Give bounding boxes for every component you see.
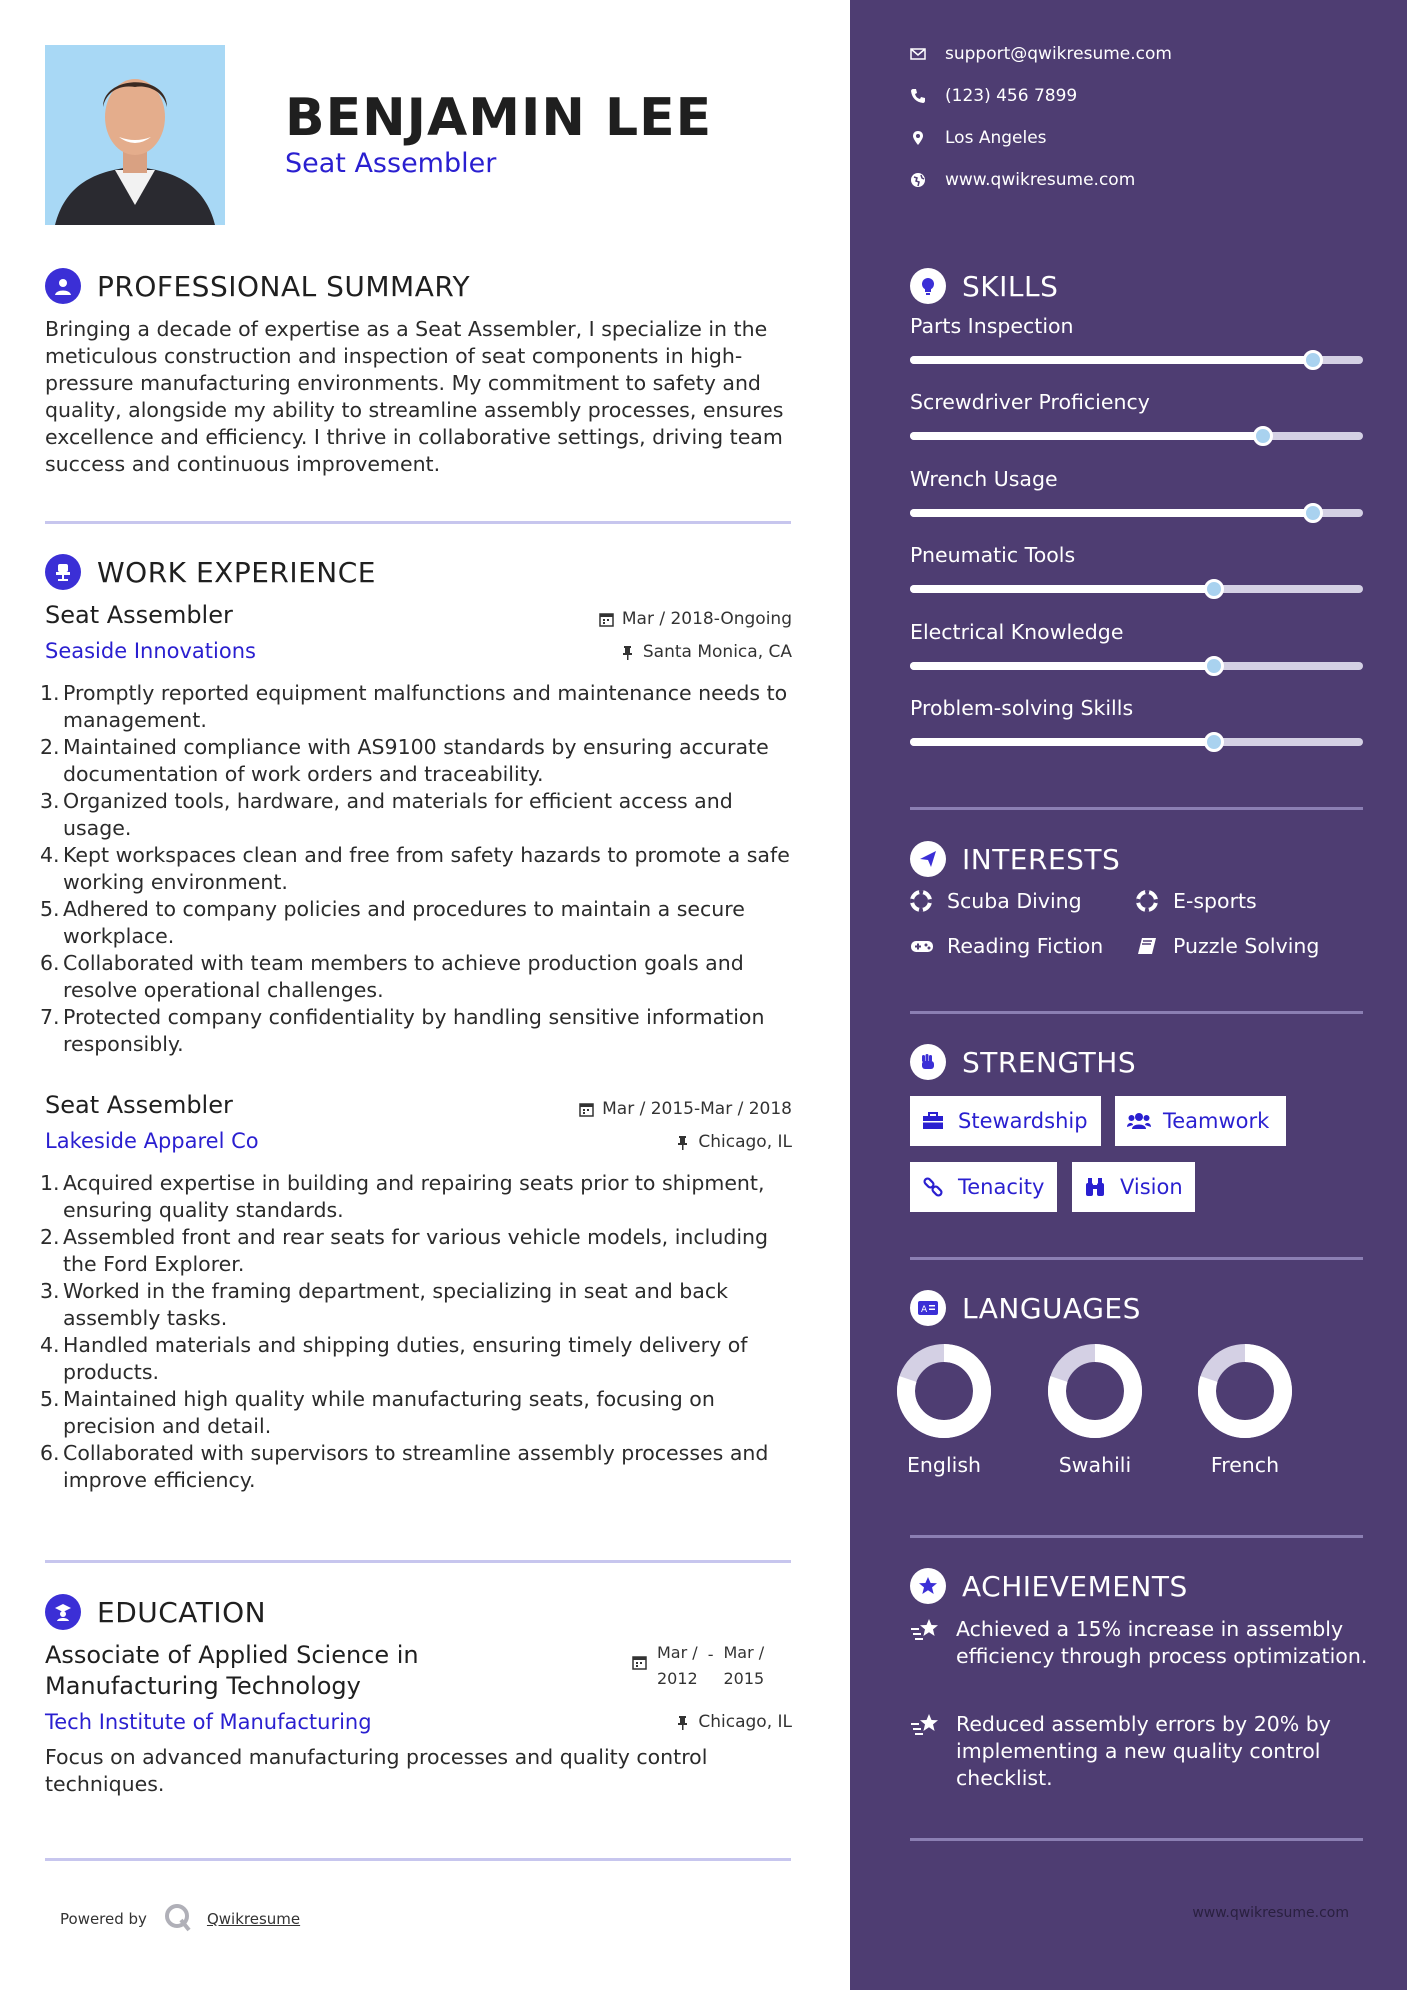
language-ring — [1047, 1343, 1143, 1439]
powered-by-label: Powered by — [60, 1910, 147, 1928]
job-bullet — [40, 788, 800, 842]
job-location-text: Chicago, IL — [698, 1132, 792, 1152]
qwikresume-logo-icon — [163, 1902, 193, 1936]
qwikresume-link[interactable]: Qwikresume — [206, 1910, 301, 1928]
bullet-number: 2. — [40, 1225, 60, 1249]
svg-text:A: A — [921, 1305, 928, 1315]
strengths-title: STRENGTHS — [962, 1045, 1137, 1079]
pin-icon — [675, 1135, 690, 1150]
job-bullet — [40, 1386, 800, 1440]
skill-bar-fill — [910, 356, 1313, 364]
job-bullets — [40, 1170, 800, 1494]
interest-label: Puzzle Solving — [1173, 934, 1320, 958]
job-bullet — [40, 680, 800, 734]
calendar-icon — [632, 1640, 647, 1692]
bullet-number: 3. — [40, 1279, 60, 1303]
date-dash: - — [707, 1645, 714, 1664]
education-title: EDUCATION — [97, 1595, 267, 1629]
education-description: Focus on advanced manufacturing processes and quality control techniques. — [45, 1745, 708, 1796]
skill-bar-fill — [910, 662, 1214, 670]
life-ring-icon — [910, 891, 934, 911]
job-bullet — [40, 1224, 800, 1278]
skill-bar — [910, 585, 1363, 593]
education-location — [675, 1712, 792, 1732]
work-heading — [45, 554, 376, 590]
job-bullet — [40, 734, 800, 788]
sidebar — [850, 0, 1407, 1990]
user-icon — [45, 268, 81, 304]
bullet-number: 2. — [40, 735, 60, 759]
skill-bar — [910, 662, 1363, 670]
job-bullet — [40, 1440, 800, 1494]
interest-item — [1136, 934, 1319, 958]
divider — [910, 807, 1363, 810]
job-company: Seaside Innovations — [45, 639, 256, 663]
divider — [45, 521, 791, 524]
shooting-star-icon — [910, 1711, 942, 1739]
education-end — [724, 1640, 765, 1692]
skill-label: Electrical Knowledge — [910, 620, 1124, 644]
work-title: WORK EXPERIENCE — [97, 555, 376, 589]
book-icon — [1136, 936, 1160, 956]
divider — [910, 1838, 1363, 1841]
job-location-text: Santa Monica, CA — [642, 642, 792, 662]
users-icon — [1127, 1111, 1151, 1131]
strength-label: Stewardship — [958, 1109, 1088, 1133]
profile-photo — [45, 45, 225, 225]
contact-email-text: support@qwikresume.com — [945, 44, 1172, 64]
paper-plane-icon — [910, 841, 946, 877]
skill-bar — [910, 356, 1363, 364]
divider — [910, 1011, 1363, 1014]
job-bullets — [40, 680, 800, 1058]
contact-phone[interactable] — [910, 86, 1077, 106]
education-end-month: Mar / — [723, 1643, 765, 1662]
language-ring — [1197, 1343, 1293, 1439]
achievement-text: Reduced assembly errors by 20% by implementing a new quality control checklist. — [956, 1712, 1331, 1790]
summary-text: Bringing a decade of expertise as a Seat Assembler, I specialize in the meticulous construction and inspection of seat components in high-pressure manufacturing environments. My commitment to safety and quality, alongside my ability to streamline assembly processes, ensures excellence and efficiency. I thrive in collaborative settings, driving team success and continuous improvement. — [45, 317, 784, 476]
interest-label: Reading Fiction — [947, 934, 1104, 958]
map-marker-icon — [910, 130, 926, 146]
job-dates-text: Mar / 2018-Ongoing — [621, 609, 792, 629]
fist-icon — [910, 1044, 946, 1080]
link-icon — [922, 1177, 946, 1197]
job-bullet — [40, 842, 800, 896]
bullet-number: 5. — [40, 1387, 60, 1411]
contact-website[interactable] — [910, 170, 1135, 190]
contact-location — [910, 128, 1047, 148]
interest-label: E-sports — [1173, 889, 1257, 913]
footer-website[interactable]: www.qwikresume.com — [1192, 1905, 1349, 1921]
contact-website-text: www.qwikresume.com — [945, 170, 1136, 190]
language-ring — [896, 1343, 992, 1439]
job-bullet — [40, 896, 800, 950]
strength-label: Vision — [1120, 1175, 1183, 1199]
envelope-icon — [910, 46, 926, 62]
interest-label: Scuba Diving — [947, 889, 1082, 913]
job-location — [620, 642, 792, 662]
bullet-number: 6. — [40, 1441, 60, 1465]
skill-bar-fill — [910, 585, 1214, 593]
skill-item — [910, 620, 1363, 644]
strength-tag — [910, 1162, 1057, 1212]
skill-bar-fill — [910, 738, 1214, 746]
divider — [910, 1257, 1363, 1260]
contact-location-text: Los Angeles — [945, 128, 1047, 148]
divider — [45, 1560, 791, 1563]
job-title: Seat Assembler — [45, 1091, 233, 1119]
chair-icon — [45, 554, 81, 590]
skill-bar-handle — [1204, 579, 1224, 599]
skill-item — [910, 467, 1363, 491]
phone-icon — [910, 88, 926, 104]
briefcase-icon — [922, 1111, 946, 1131]
life-ring-icon — [1136, 891, 1160, 911]
lightbulb-icon — [910, 268, 946, 304]
job-bullet — [40, 1170, 800, 1224]
binoculars-icon — [1084, 1177, 1108, 1197]
skill-item — [910, 390, 1363, 414]
skill-label: Problem-solving Skills — [910, 696, 1134, 720]
skill-bar-fill — [910, 509, 1313, 517]
bullet-text: Collaborated with team members to achieve production goals and resolve operational challenges. — [63, 951, 744, 1002]
interest-item — [910, 889, 1082, 913]
shooting-star-icon — [910, 1616, 942, 1644]
footer-powered-by — [60, 1902, 300, 1936]
calendar-icon — [579, 1102, 594, 1117]
bullet-number: 1. — [40, 681, 60, 705]
interests-title: INTERESTS — [962, 842, 1121, 876]
skills-heading — [910, 268, 1058, 304]
strength-tag — [1072, 1162, 1195, 1212]
bullet-text: Acquired expertise in building and repairing seats prior to shipment, ensuring quality standards. — [63, 1171, 765, 1222]
language-item — [874, 1343, 1014, 1477]
achievement-item — [910, 1616, 1370, 1670]
contact-email[interactable] — [910, 44, 1172, 64]
skill-label: Pneumatic Tools — [910, 543, 1076, 567]
strength-tag — [1115, 1096, 1286, 1146]
skill-label: Wrench Usage — [910, 467, 1058, 491]
bullet-number: 4. — [40, 1333, 60, 1357]
candidate-role: Seat Assembler — [285, 148, 497, 179]
skill-bar-handle — [1303, 503, 1323, 523]
job-bullet — [40, 1004, 800, 1058]
bullet-text: Kept workspaces clean and free from safety hazards to promote a safe working environment. — [63, 843, 790, 894]
bullet-text: Handled materials and shipping duties, ensuring timely delivery of products. — [63, 1333, 748, 1384]
summary-heading — [45, 268, 470, 304]
strength-label: Teamwork — [1163, 1109, 1270, 1133]
bullet-text: Maintained high quality while manufacturing seats, focusing on precision and detail. — [63, 1387, 715, 1438]
languages-heading — [910, 1290, 1141, 1326]
skill-bar — [910, 509, 1363, 517]
education-heading — [45, 1594, 266, 1630]
skill-bar-handle — [1253, 426, 1273, 446]
interests-heading — [910, 841, 1120, 877]
bullet-number: 3. — [40, 789, 60, 813]
bullet-text: Worked in the framing department, specializing in seat and back assembly tasks. — [63, 1279, 729, 1330]
gamepad-icon — [910, 936, 934, 956]
interest-item — [910, 934, 1103, 958]
language-item — [1175, 1343, 1315, 1477]
bullet-number: 1. — [40, 1171, 60, 1195]
education-degree: Associate of Applied Science in Manufacturing Technology — [45, 1641, 419, 1700]
language-label: English — [906, 1453, 982, 1477]
achievement-text: Achieved a 15% increase in assembly efficiency through process optimization. — [956, 1617, 1368, 1668]
bullet-number: 4. — [40, 843, 60, 867]
bullet-text: Adhered to company policies and procedures to maintain a secure workplace. — [63, 897, 745, 948]
strengths-heading — [910, 1044, 1136, 1080]
bullet-number: 5. — [40, 897, 60, 921]
skill-label: Screwdriver Proficiency — [910, 390, 1150, 414]
divider — [45, 1858, 791, 1861]
achievements-title: ACHIEVEMENTS — [962, 1569, 1188, 1603]
language-icon — [910, 1290, 946, 1326]
bullet-text: Organized tools, hardware, and materials for efficient access and usage. — [63, 789, 733, 840]
skill-bar — [910, 738, 1363, 746]
skill-bar-handle — [1204, 656, 1224, 676]
skill-bar-handle — [1204, 732, 1224, 752]
language-label: French — [1210, 1453, 1280, 1477]
divider — [910, 1535, 1363, 1538]
achievements-heading — [910, 1568, 1188, 1604]
education-end-year: 2015 — [723, 1669, 765, 1688]
skill-bar-handle — [1303, 350, 1323, 370]
education-location-text: Chicago, IL — [698, 1712, 792, 1732]
skill-label: Parts Inspection — [910, 314, 1074, 338]
job-company: Lakeside Apparel Co — [45, 1129, 259, 1153]
job-dates — [579, 1099, 792, 1119]
education-school: Tech Institute of Manufacturing — [45, 1710, 372, 1734]
education-start-month: Mar / — [657, 1643, 698, 1662]
language-item — [1025, 1343, 1165, 1477]
job-bullet — [40, 1278, 800, 1332]
skill-bar-fill — [910, 432, 1263, 440]
bullet-text: Assembled front and rear seats for various vehicle models, including the Ford Explorer. — [63, 1225, 769, 1276]
education-dates — [632, 1640, 764, 1692]
job-location — [675, 1132, 792, 1152]
pin-icon — [675, 1715, 690, 1730]
calendar-icon — [599, 612, 614, 627]
bullet-text: Collaborated with supervisors to streamline assembly processes and improve efficiency. — [63, 1441, 769, 1492]
skill-bar — [910, 432, 1363, 440]
pin-icon — [620, 645, 635, 660]
education-start-year: 2012 — [657, 1669, 698, 1688]
language-label: Swahili — [1058, 1453, 1132, 1477]
bullet-number: 7. — [40, 1005, 60, 1029]
graduate-icon — [45, 1594, 81, 1630]
bullet-text: Promptly reported equipment malfunctions and maintenance needs to management. — [63, 681, 788, 732]
job-title: Seat Assembler — [45, 601, 233, 629]
bullet-text: Protected company confidentiality by handling sensitive information responsibly. — [63, 1005, 765, 1056]
strength-tag — [910, 1096, 1101, 1146]
languages-title: LANGUAGES — [962, 1291, 1141, 1325]
contact-phone-text: (123) 456 7899 — [945, 86, 1078, 106]
skill-item — [910, 543, 1363, 567]
achievement-item — [910, 1711, 1370, 1792]
skill-item — [910, 696, 1363, 720]
job-dates-text: Mar / 2015-Mar / 2018 — [602, 1099, 792, 1119]
education-start — [657, 1640, 698, 1692]
job-dates — [599, 609, 792, 629]
candidate-name: BENJAMIN LEE — [285, 88, 713, 148]
bullet-text: Maintained compliance with AS9100 standards by ensuring accurate documentation of work orders and traceability. — [63, 735, 769, 786]
summary-title: PROFESSIONAL SUMMARY — [97, 269, 471, 303]
globe-icon — [910, 172, 926, 188]
skill-item — [910, 314, 1363, 338]
skills-title: SKILLS — [962, 269, 1059, 303]
strength-label: Tenacity — [958, 1175, 1045, 1199]
bullet-number: 6. — [40, 951, 60, 975]
star-badge-icon — [910, 1568, 946, 1604]
job-bullet — [40, 950, 800, 1004]
job-bullet — [40, 1332, 800, 1386]
interest-item — [1136, 889, 1257, 913]
